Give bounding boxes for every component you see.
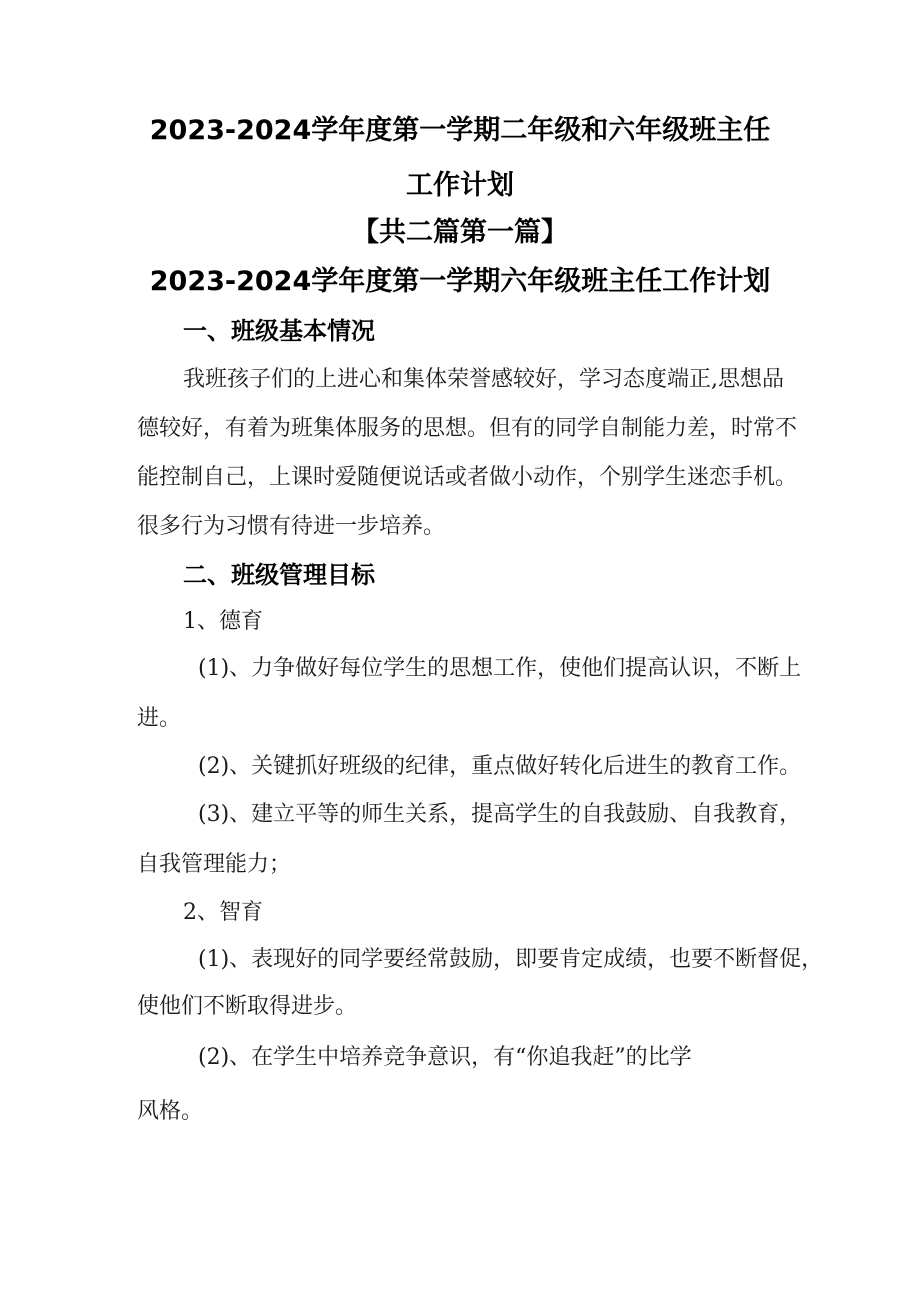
section1-heading: 一、班级基本情况 — [183, 317, 375, 345]
moral-item3-line1: (3)、建立平等的师生关系，提高学生的自我鼓励、自我教育， — [198, 802, 802, 827]
part-label: 【共二篇第一篇】 — [352, 217, 568, 248]
section1-paragraph-line4: 很多行为习惯有待进一步培养。 — [137, 514, 446, 539]
section2-heading: 二、班级管理目标 — [183, 561, 375, 589]
section1-paragraph-line2: 德较好，有着为班集体服务的思想。但有的同学自制能力差，时常不 — [137, 416, 798, 441]
moral-education-heading: 1、德育 — [183, 609, 263, 634]
intellectual-item2-line2: 风格。 — [137, 1099, 204, 1124]
document-title-line1: 2023-2024学年度第一学期二年级和六年级班主任 — [149, 115, 771, 146]
intellectual-education-heading: 2、智育 — [183, 900, 263, 925]
intellectual-item1-line1: (1)、表现好的同学要经常鼓励，即要肯定成绩，也要不断督促， — [198, 947, 824, 972]
document-title-line2: 工作计划 — [406, 170, 514, 201]
document-subtitle: 2023-2024学年度第一学期六年级班主任工作计划 — [149, 266, 771, 297]
intellectual-item1-line2: 使他们不断取得进步。 — [137, 994, 358, 1019]
intellectual-item2-line1: (2)、在学生中培养竞争意识，有“你追我赶”的比学 — [198, 1045, 692, 1070]
moral-item2: (2)、关键抓好班级的纪律，重点做好转化后进生的教育工作。 — [198, 754, 802, 779]
moral-item1-line1: (1)、力争做好每位学生的思想工作，使他们提高认识，不断上 — [198, 656, 802, 681]
moral-item3-line2: 自我管理能力； — [137, 852, 292, 877]
moral-item1-line2: 进。 — [137, 706, 182, 731]
section1-paragraph-line3: 能控制自己，上课时爱随便说话或者做小动作，个别学生迷恋手机。 — [137, 465, 798, 490]
section1-paragraph-line1: 我班孩子们的上进心和集体荣誉感较好，学习态度端正,思想品 — [183, 367, 784, 392]
